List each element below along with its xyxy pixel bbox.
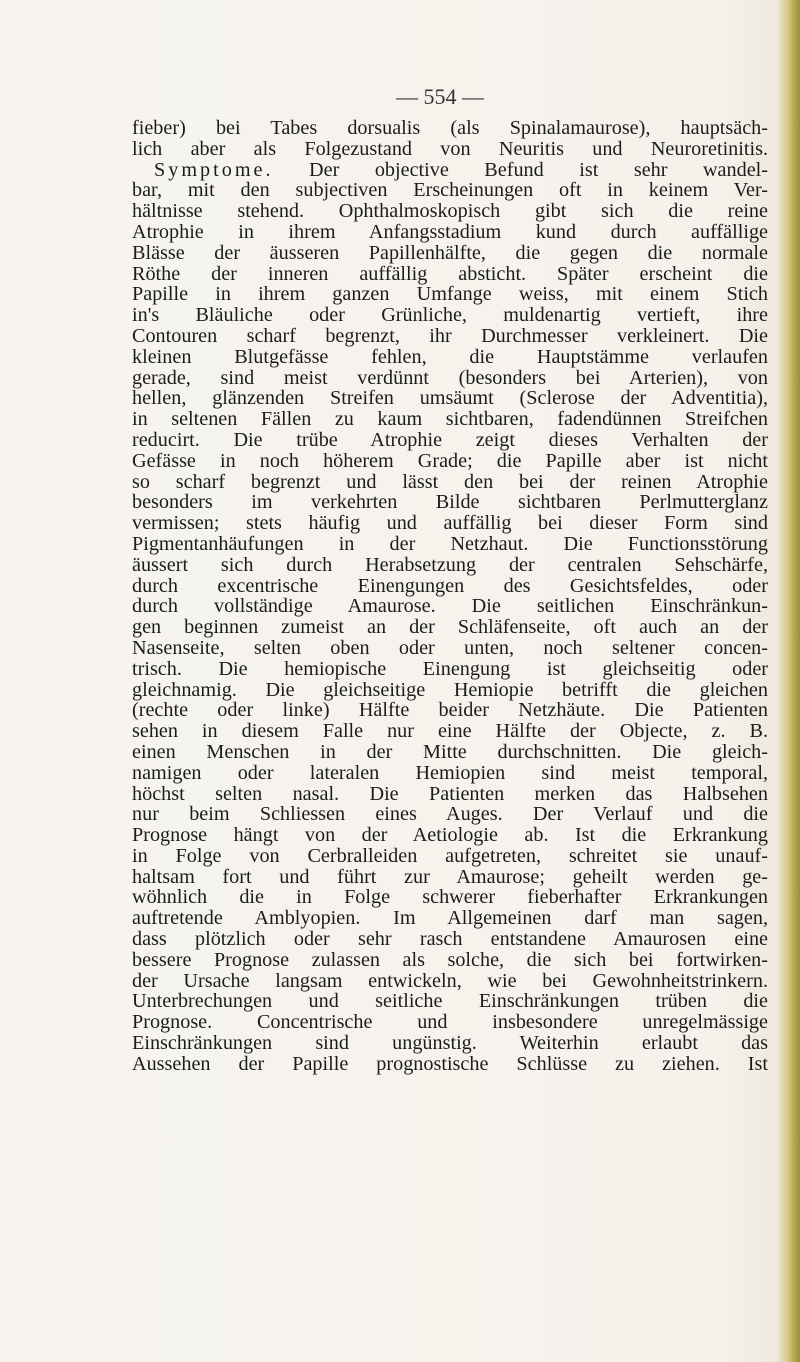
text-line: auftretende Amblyopien. Im Allgemeinen darf man sagen, (132, 907, 768, 930)
text-line: kleinen Blutgefässe fehlen, die Hauptstämme verlaufen (132, 345, 768, 368)
text-line: Prognose hängt von der Aetiologie ab. Ist die Erkrankung (132, 824, 768, 847)
text-line: hellen, glänzenden Streifen umsäumt (Sclerose der Adventitia), (132, 387, 768, 410)
text-line: in's Bläuliche oder Grünliche, muldenartig vertieft, ihre (132, 304, 768, 327)
text-line: Contouren scharf begrenzt, ihr Durchmesser verkleinert. Die (132, 324, 768, 347)
text-line: Blässe der äusseren Papillenhälfte, die gegen die normale (132, 241, 768, 264)
text-line: Pigmentanhäufungen in der Netzhaut. Die Functionsstörung (132, 532, 768, 555)
text-line: reducirt. Die trübe Atrophie zeigt dieses Verhalten der (132, 428, 768, 451)
text-line: haltsam fort und führt zur Amaurose; geheilt werden ge- (132, 865, 768, 888)
text-line: äussert sich durch Herabsetzung der centralen Sehschärfe, (132, 553, 768, 576)
page-number: — 554 — (396, 84, 484, 109)
text-line: gerade, sind meist verdünnt (besonders bei Arterien), von (132, 366, 768, 389)
text-line: so scharf begrenzt und lässt den bei der reinen Atrophie (132, 470, 768, 493)
text-line: trisch. Die hemiopische Einengung ist gleichseitig oder (132, 657, 768, 680)
text-line: (rechte oder linke) Hälfte beider Netzhäute. Die Patienten (132, 699, 768, 722)
text-line: hältnisse stehend. Ophthalmoskopisch gibt sich die reine (132, 200, 768, 223)
text-line: Prognose. Concentrische und insbesondere unregelmässige (132, 1011, 768, 1034)
text-line: Atrophie in ihrem Anfangsstadium kund durch auffällige (132, 220, 768, 243)
text-line: Einschränkungen sind ungünstig. Weiterhin erlaubt das (132, 1032, 768, 1055)
text-line: gen beginnen zumeist an der Schläfenseite, oft auch an der (132, 616, 768, 639)
text-line: nur beim Schliessen eines Auges. Der Verlauf und die (132, 803, 768, 826)
text-line: sehen in diesem Falle nur eine Hälfte der Objecte, z. B. (132, 720, 768, 743)
text-line: Nasenseite, selten oben oder unten, noch seltener concen- (132, 636, 768, 659)
text-line: bar, mit den subjectiven Erscheinungen oft in keinem Ver- (132, 179, 768, 202)
text-line: einen Menschen in der Mitte durchschnitten. Die gleich- (132, 740, 768, 763)
text-line: vermissen; stets häufig und auffällig bei dieser Form sind (132, 512, 768, 535)
text-line: Röthe der inneren auffällig absticht. Später erscheint die (132, 262, 768, 285)
text-line: Gefässe in noch höherem Grade; die Papille aber ist nicht (132, 449, 768, 472)
text-line: Papille in ihrem ganzen Umfange weiss, mit einem Stich (132, 283, 768, 306)
text-line: namigen oder lateralen Hemiopien sind meist temporal, (132, 761, 768, 784)
text-line: fieber) bei Tabes dorsualis (als Spinalamaurose), hauptsäch- (132, 117, 768, 139)
text-line: der Ursache langsam entwickeln, wie bei Gewohnheitstrinkern. (132, 969, 768, 992)
text-line: durch vollständige Amaurose. Die seitlichen Einschränkun- (132, 595, 768, 618)
text-line: gleichnamig. Die gleichseitige Hemiopie betrifft die gleichen (132, 678, 768, 701)
text-line: wöhnlich die in Folge schwerer fieberhafter Erkrankungen (132, 886, 768, 909)
text-line: dass plötzlich oder sehr rasch entstandene Amaurosen eine (132, 928, 768, 951)
text-line: in seltenen Fällen zu kaum sichtbaren, fadendünnen Streifchen (132, 408, 768, 431)
text-line: besonders im verkehrten Bilde sichtbaren Perlmutterglanz (132, 491, 768, 514)
text-line: Aussehen der Papille prognostische Schlüsse zu ziehen. Ist (132, 1052, 768, 1075)
page-edge-shadow (778, 0, 800, 1362)
text-line: höchst selten nasal. Die Patienten merken das Halbsehen (132, 782, 768, 805)
text-line: in Folge von Cerbralleiden aufgetreten, schreitet sie unauf- (132, 844, 768, 867)
body-text (132, 118, 768, 1075)
text-line: Unterbrechungen und seitliche Einschränkungen trüben die (132, 990, 768, 1013)
text-line: lich aber als Folgezustand von Neuritis und Neuroretinitis. (132, 137, 768, 160)
text-line: Symptome. Der objective Befund ist sehr wandel- (154, 158, 768, 181)
text-line: bessere Prognose zulassen als solche, die sich bei fortwirken- (132, 948, 768, 971)
text-line: durch excentrische Einengungen des Gesichtsfeldes, oder (132, 574, 768, 597)
